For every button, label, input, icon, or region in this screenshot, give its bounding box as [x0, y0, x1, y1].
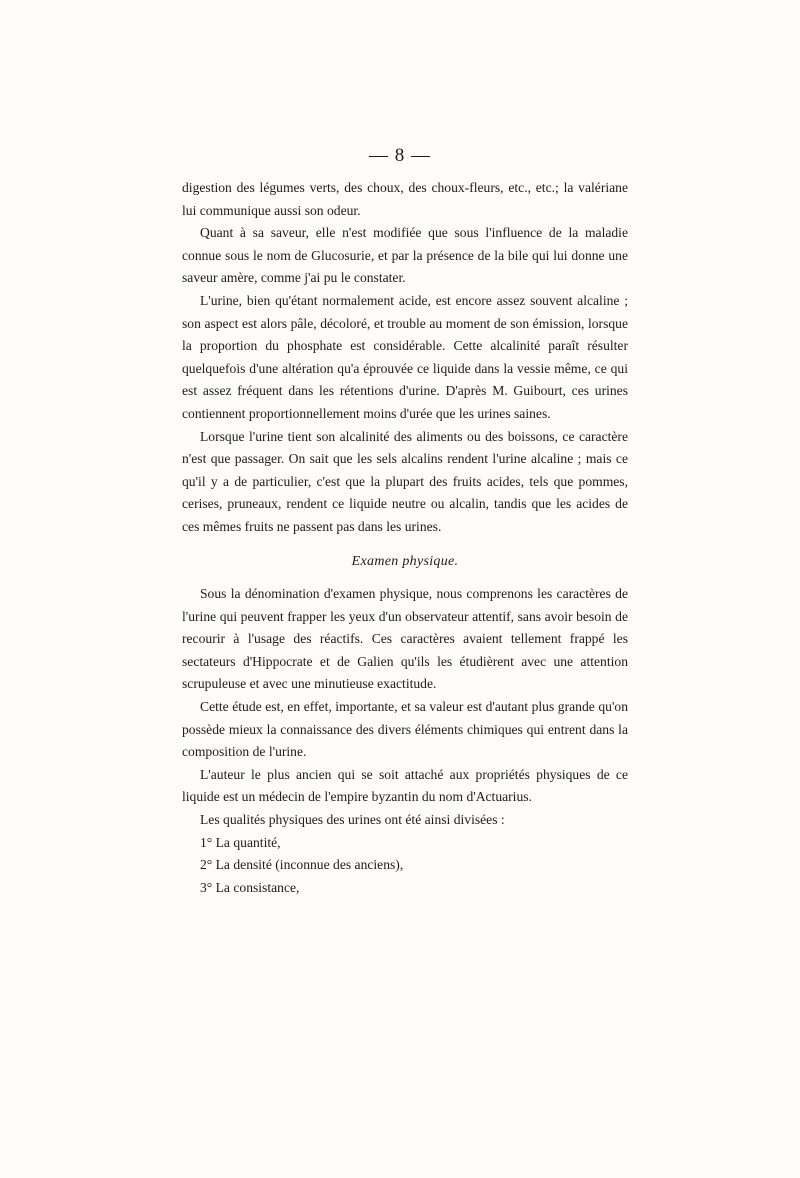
- paragraph-importance: Cette étude est, en effet, importante, et sa valeur est d'autant plus grande qu'on possède mieux la connaissance des divers éléments chimiques qui entrent dans la composition de l'urine.: [182, 699, 628, 760]
- list-item: 3° La consistance,: [200, 879, 300, 895]
- paragraph-qualites: Les qualités physiques des urines ont été ainsi divisées :: [200, 812, 505, 828]
- list-item: 2° La densité (inconnue des anciens),: [200, 857, 404, 873]
- qualities-list: [182, 832, 628, 900]
- paragraph-denomination: Sous la dénomination d'examen physique, nous comprenons les caractères de l'urine qui peuvent frapper les yeux d'un observateur attentif, sans avoir besoin de recourir à l'usage des réactifs. Ces caractères avaient tellement frappé les sectateurs d'Hippocrate et de Galien qu'ils les étudièrent avec une attention scrupuleuse et avec une minutieuse exactitude.: [182, 586, 628, 692]
- list-item: 1° La quantité,: [200, 834, 281, 850]
- section-title: Examen physique.: [351, 553, 459, 569]
- body-text: [182, 177, 628, 899]
- page-number: — 8 —: [369, 145, 431, 166]
- paragraph-saveur: Quant à sa saveur, elle n'est modifiée que sous l'influence de la maladie connue sous le nom de Glucosurie, et par la présence de la bile qui lui donne une saveur amère, comme j'ai pu le constater.: [182, 225, 628, 286]
- paragraph-aliments: Lorsque l'urine tient son alcalinité des aliments ou des boissons, ce caractère n'est que passager. On sait que les sels alcalins rendent l'urine alcaline ; mais ce qu'il y a de particulier, c'est que la plupart des fruits acides, tels que pommes, cerises, pruneaux, rendent ce liquide neutre ou alcalin, tandis que les acides de ces mêmes fruits ne passent pas dans les urines.: [182, 428, 628, 534]
- paragraph-actuarius: L'auteur le plus ancien qui se soit attaché aux propriétés physiques de ce liquide est un médecin de l'empire byzantin du nom d'Actuarius.: [182, 766, 628, 805]
- paragraph-alcalinite: L'urine, bien qu'étant normalement acide, est encore assez souvent alcaline ; son aspect est alors pâle, décoloré, et trouble au moment de son émission, lorsque la proportion du phosphate est considérable. Cette alcalinité paraît résulter quelquefois d'une altération qu'a éprouvée ce liquide dans la vessie même, ce qui est assez fréquent dans les rétentions d'urine. D'après M. Guibourt, ces urines contiennent proportionnellement moins d'urée que les urines saines.: [182, 292, 628, 421]
- paragraph-digestion: digestion des légumes verts, des choux, des choux-fleurs, etc., etc.; la valériane lui communique aussi son odeur.: [182, 180, 628, 218]
